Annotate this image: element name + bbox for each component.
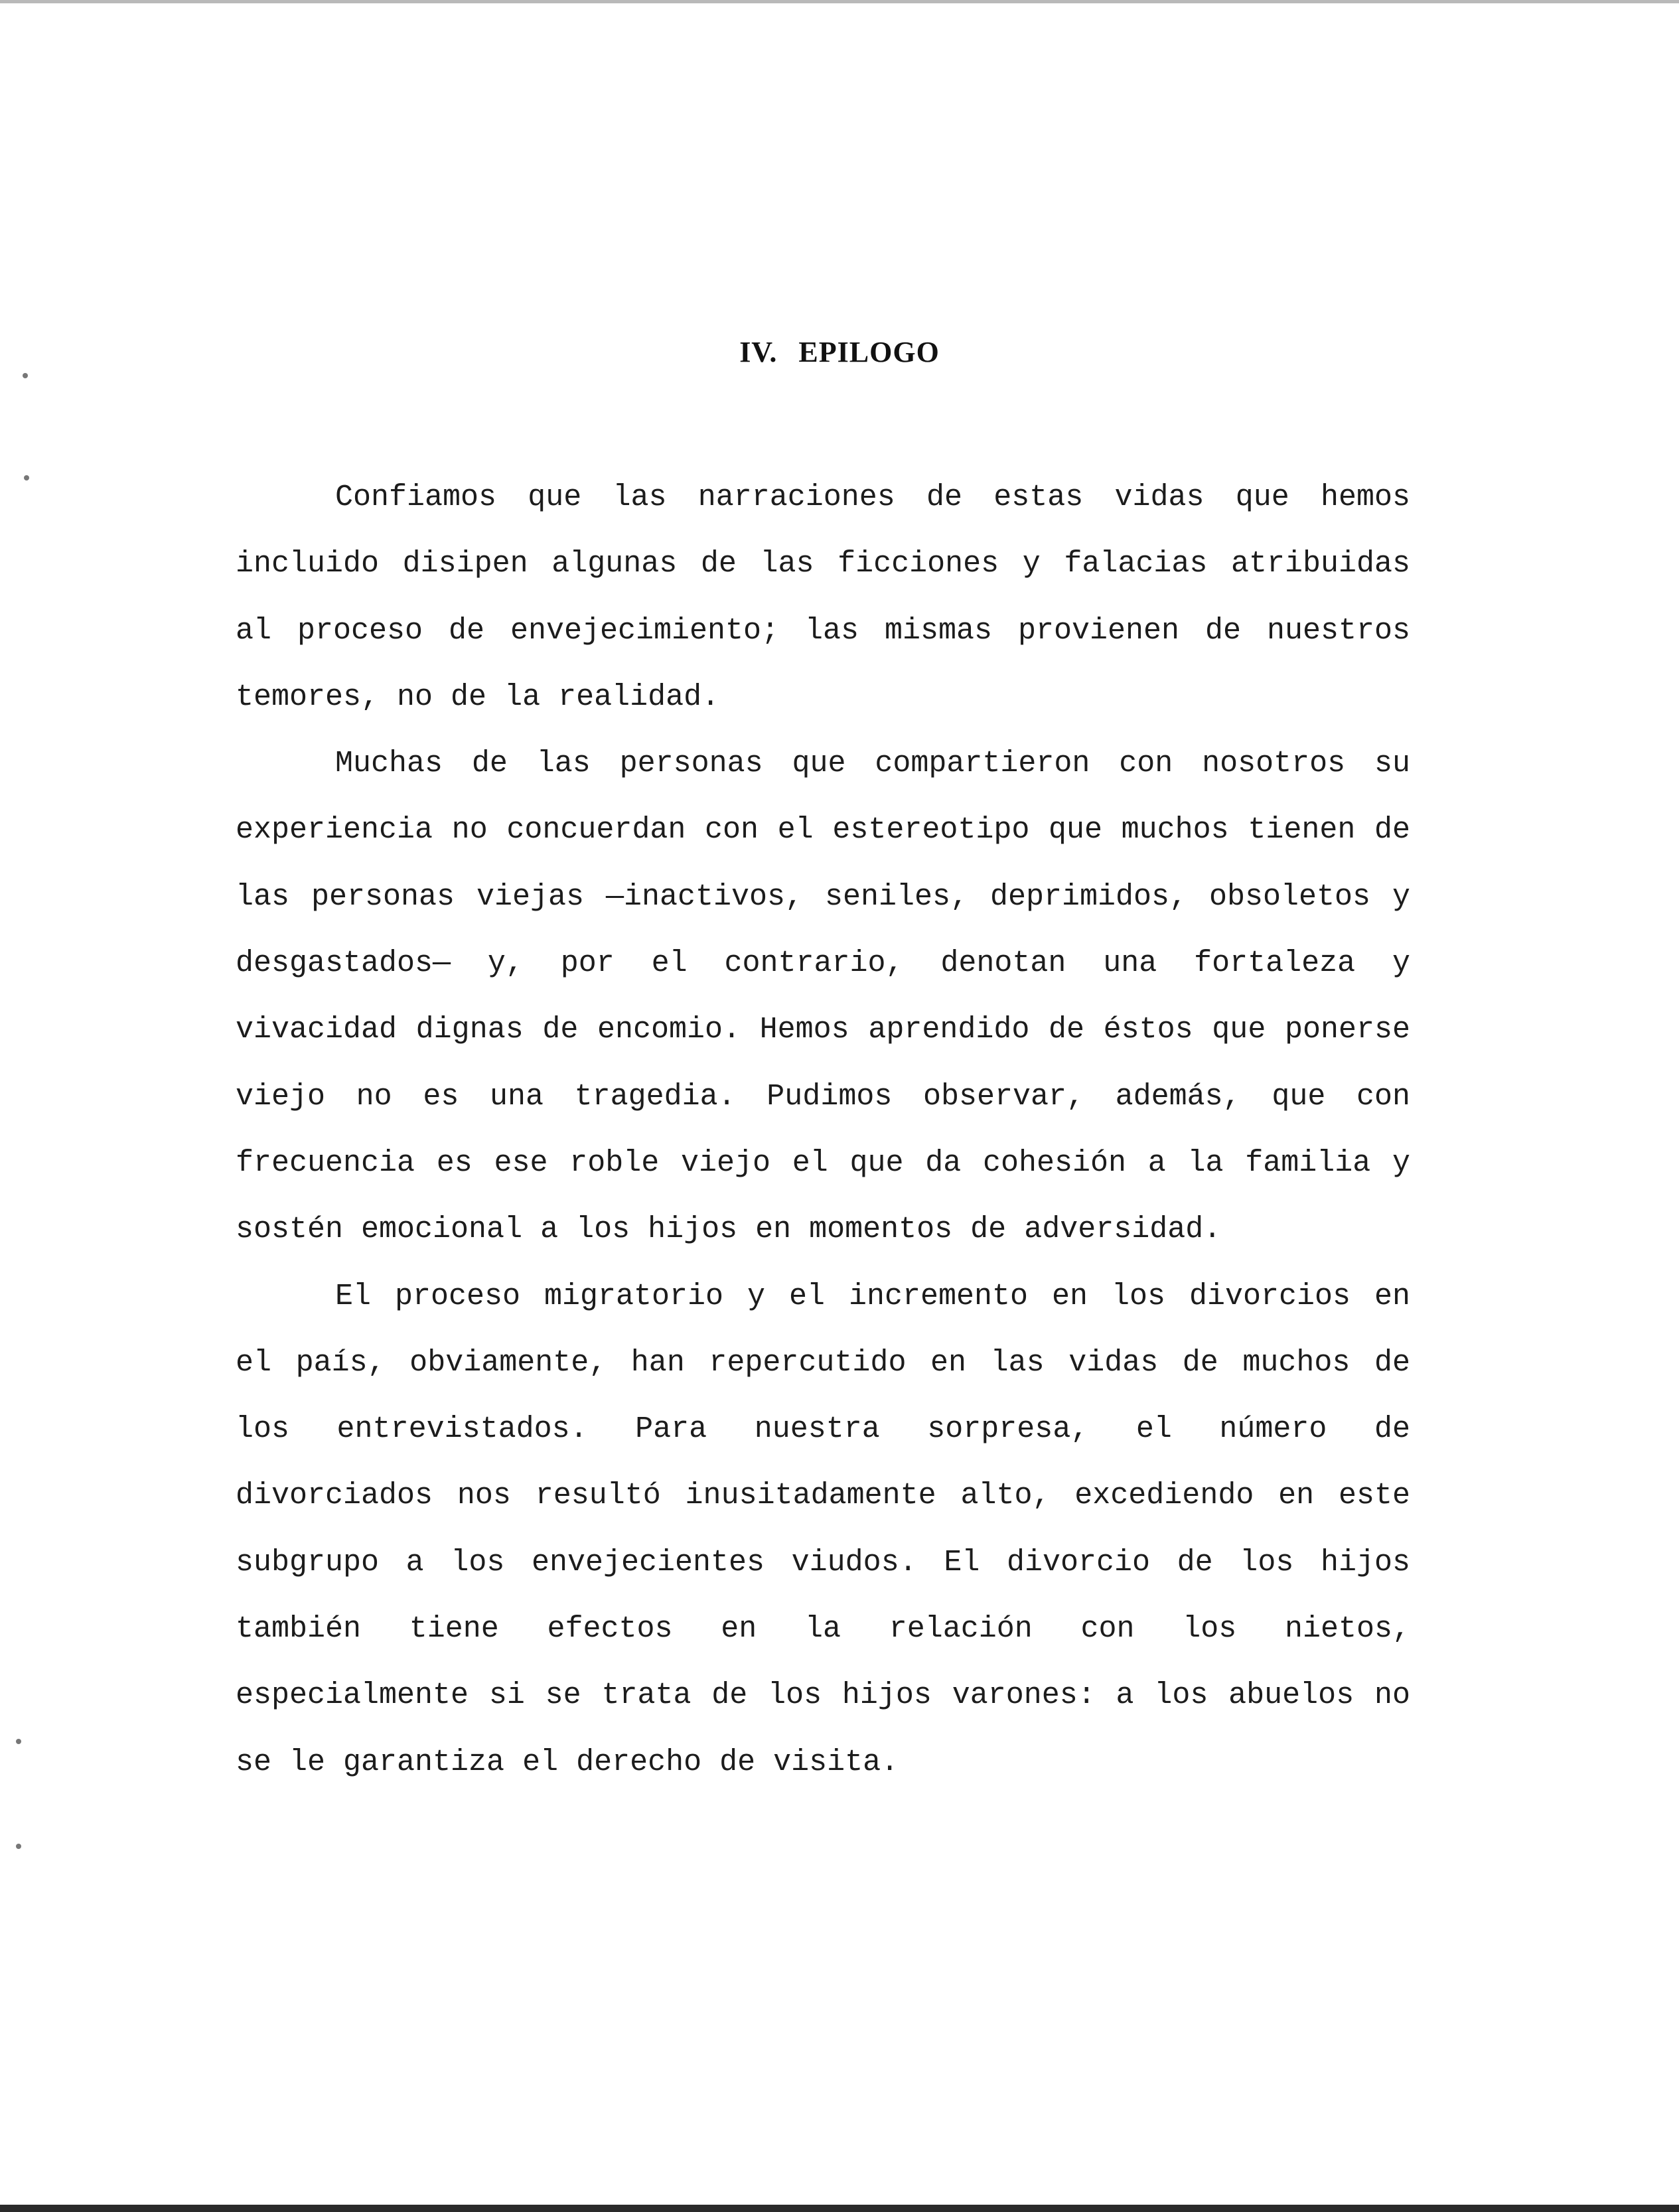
scan-top-edge	[0, 0, 1679, 3]
paragraph: El proceso migratorio y el incremento en los divorcios en el país, obviamente, han repercutido en las vidas de muchos de los entrevistados. Para nuestra sorpresa, el número de divorciados nos resultó inusitadamente alto, excediendo en este subgrupo a los envejecientes viudos. El divorcio de los hijos también tiene efectos en la relación con los nietos, especialmente si se trata de los hijos varones: a los abuelos no se le garantiza el derecho de visita.	[236, 1279, 1410, 1779]
scan-speck	[16, 1739, 21, 1744]
heading-title: EPILOGO	[798, 336, 940, 368]
document-body	[236, 465, 1410, 1796]
scan-speck	[24, 475, 29, 480]
paragraph: Muchas de las personas que compartieron con nosotros su experiencia no concuerdan con el estereotipo que muchos tienen de las personas viejas —inactivos, seniles, deprimidos, obsoletos y desgastados— y, por el contrario, denotan una fortaleza y vivacidad dignas de encomio. Hemos aprendido de éstos que ponerse viejo no es una tragedia. Pudimos observar, además, que con frecuencia es ese roble viejo el que da cohesión a la familia y sostén emocional a los hijos en momentos de adversidad.	[236, 747, 1410, 1247]
scan-speck	[23, 373, 28, 378]
heading-number: IV.	[739, 336, 778, 368]
page-heading	[0, 335, 1679, 369]
scan-bottom-edge	[0, 2205, 1679, 2212]
scan-speck	[16, 1844, 21, 1849]
paragraph: Confiamos que las narraciones de estas vidas que hemos incluido disipen algunas de las ficciones y falacias atribuidas al proceso de envejecimiento; las mismas provienen de nuestros temores, no de la realidad.	[236, 480, 1410, 714]
